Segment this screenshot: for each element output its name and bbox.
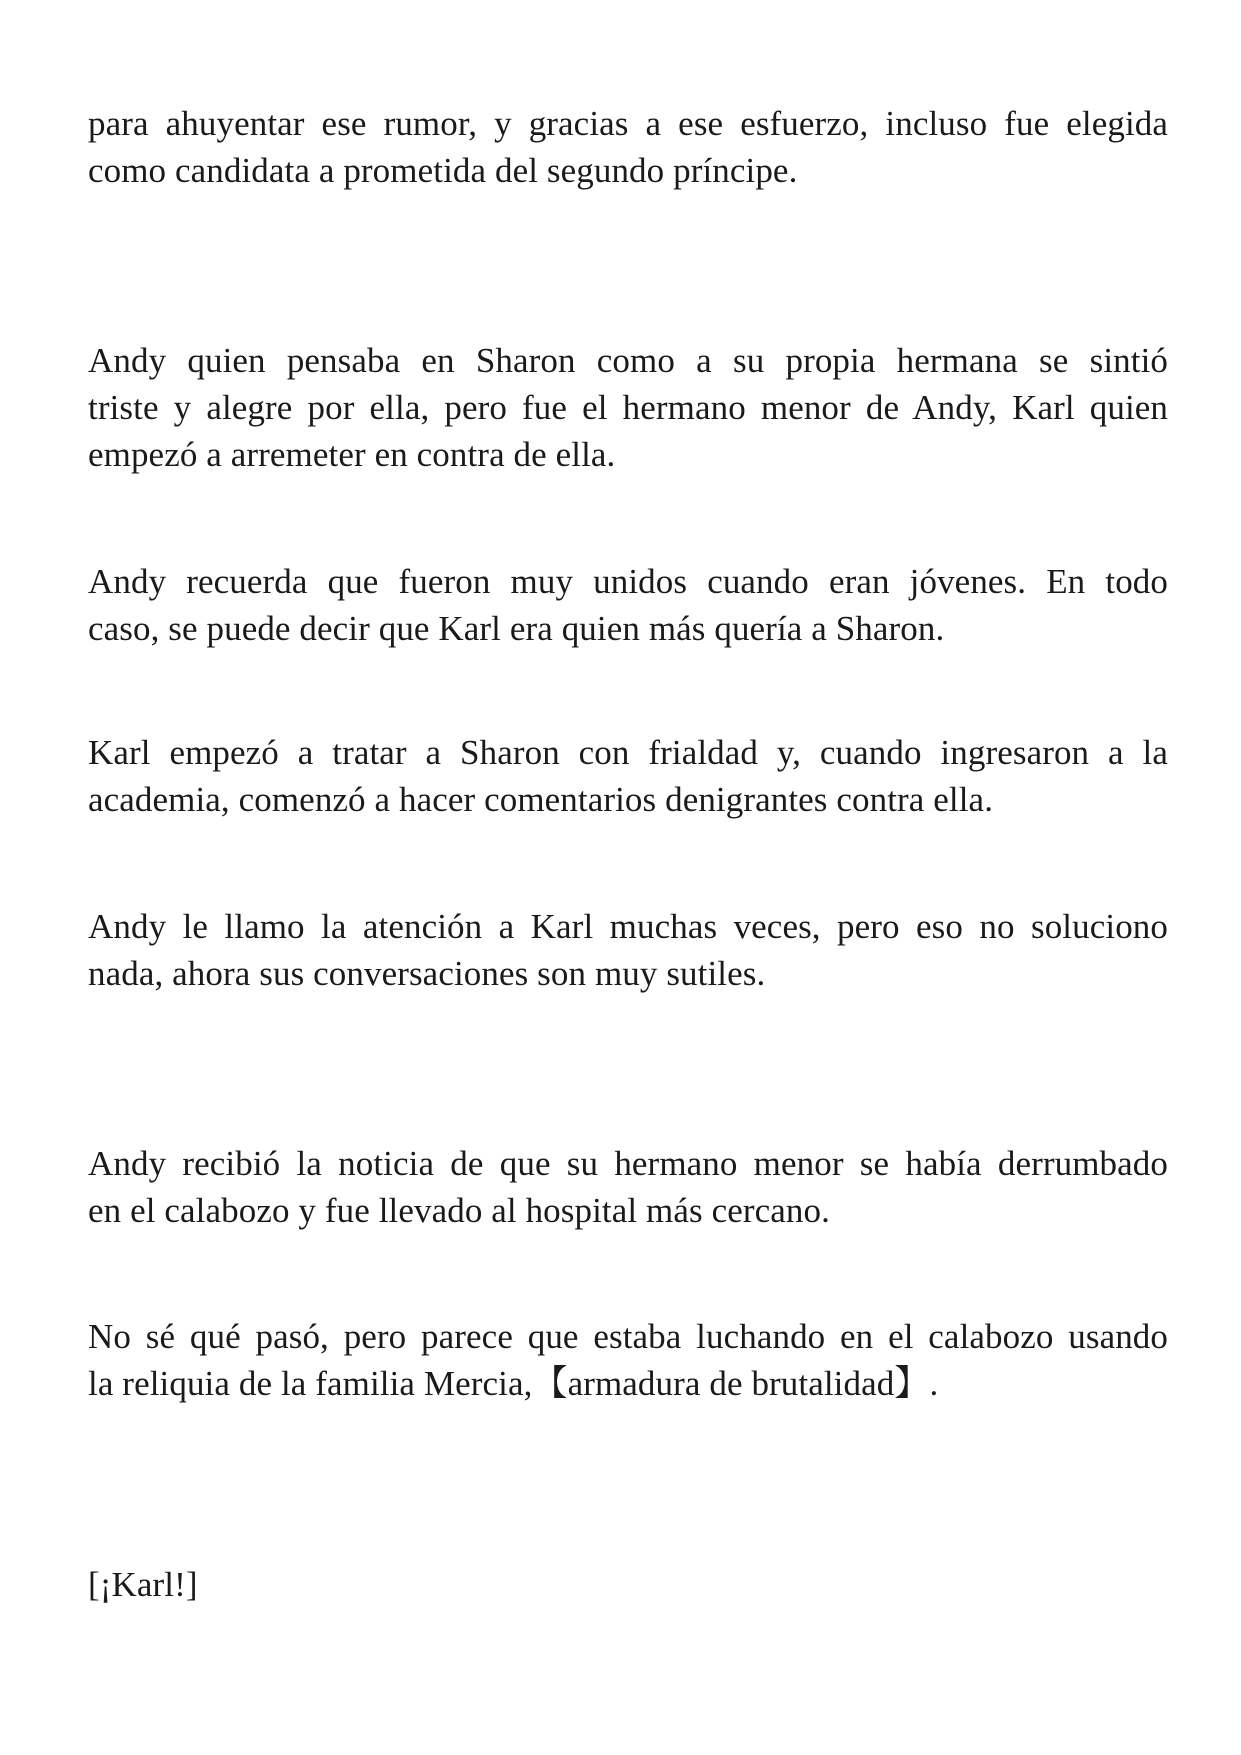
paragraph-line: triste y alegre por ella, pero fue el hermano menor de Andy, Karl quien bbox=[88, 388, 1168, 427]
paragraph-line: empezó a arremeter en contra de ella. bbox=[88, 435, 616, 474]
paragraph-line: para ahuyentar ese rumor, y gracias a ese esfuerzo, incluso fue elegida bbox=[88, 104, 1168, 143]
paragraph-line: Andy quien pensaba en Sharon como a su propia hermana se sintió bbox=[88, 341, 1168, 380]
paragraph-5 bbox=[88, 903, 1168, 997]
paragraph-line: [¡Karl!] bbox=[88, 1565, 198, 1604]
paragraph-line: en el calabozo y fue llevado al hospital más cercano. bbox=[88, 1191, 830, 1230]
paragraph-2 bbox=[88, 337, 1168, 478]
paragraph-6 bbox=[88, 1140, 1168, 1234]
paragraph-3 bbox=[88, 558, 1168, 652]
paragraph-1 bbox=[88, 100, 1168, 194]
paragraph-line: Andy recibió la noticia de que su hermano menor se había derrumbado bbox=[88, 1144, 1168, 1183]
paragraph-7 bbox=[88, 1313, 1168, 1407]
paragraph-4 bbox=[88, 729, 1168, 823]
paragraph-line: Karl empezó a tratar a Sharon con frialdad y, cuando ingresaron a la bbox=[88, 733, 1168, 772]
paragraph-line: caso, se puede decir que Karl era quien más quería a Sharon. bbox=[88, 609, 945, 648]
paragraph-line: nada, ahora sus conversaciones son muy sutiles. bbox=[88, 954, 766, 993]
dialogue-line bbox=[88, 1561, 1168, 1608]
paragraph-line: como candidata a prometida del segundo príncipe. bbox=[88, 151, 798, 190]
paragraph-line: Andy le llamo la atención a Karl muchas veces, pero eso no soluciono bbox=[88, 907, 1168, 946]
paragraph-line: No sé qué pasó, pero parece que estaba luchando en el calabozo usando bbox=[88, 1317, 1168, 1356]
paragraph-line: Andy recuerda que fueron muy unidos cuando eran jóvenes. En todo bbox=[88, 562, 1168, 601]
paragraph-line: academia, comenzó a hacer comentarios denigrantes contra ella. bbox=[88, 780, 994, 819]
paragraph-line: la reliquia de la familia Mercia,【armadura de brutalidad】. bbox=[88, 1364, 939, 1403]
